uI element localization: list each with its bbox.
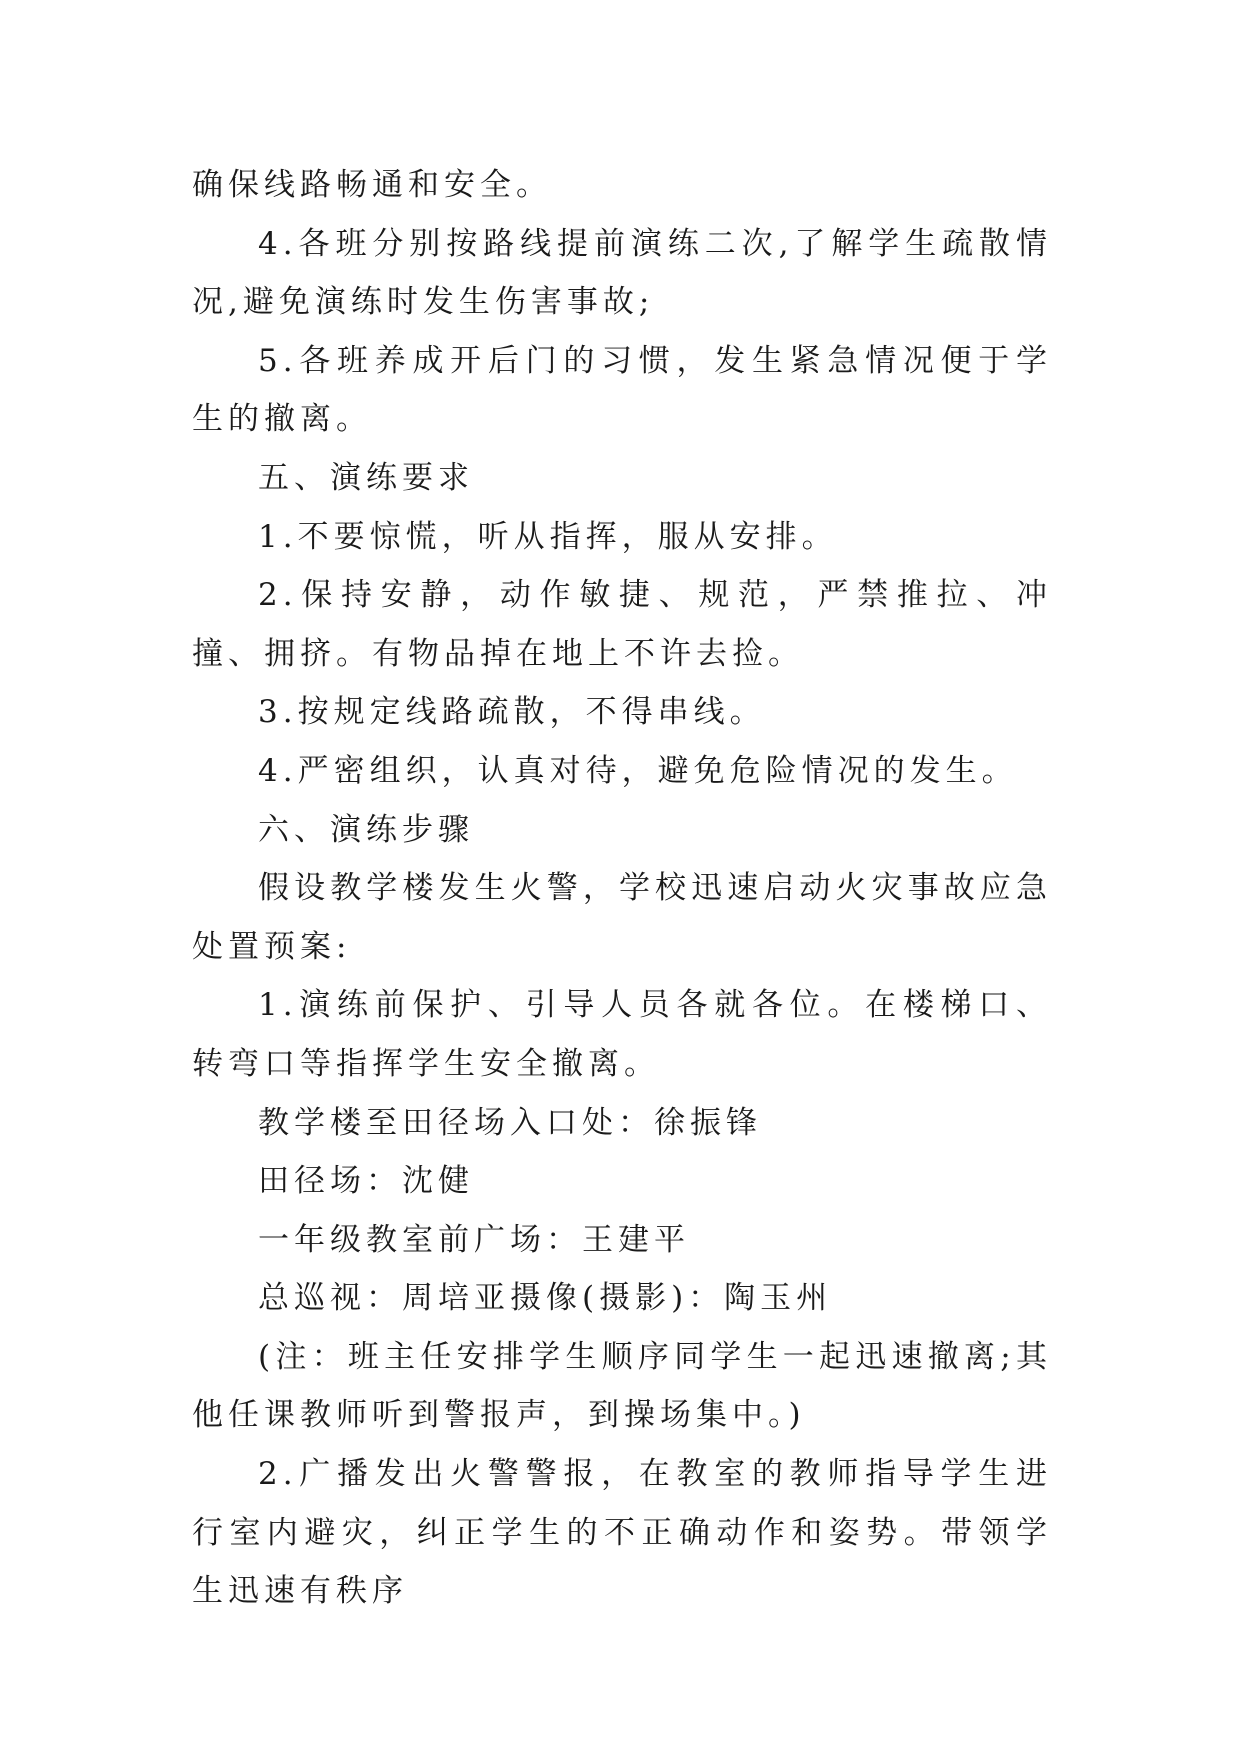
paragraph: 假设教学楼发生火警，学校迅速启动火灾事故应急处置预案: — [192, 870, 1052, 965]
paragraph: (注：班主任安排学生顺序同学生一起迅速撤离;其他任课教师听到警报声，到操场集中。) — [192, 1338, 1052, 1434]
paragraph: 5.各班养成开后门的习惯，发生紧急情况便于学生的撤离。 — [192, 342, 1052, 438]
document-body — [192, 156, 1052, 1621]
paragraph: 教学楼至田径场入口处：徐振锋 — [258, 1104, 762, 1141]
paragraph: 2.保持安静，动作敏捷、规范，严禁推拉、冲撞、拥挤。有物品掉在地上不许去捡。 — [192, 577, 1052, 672]
section-heading: 六、演练步骤 — [258, 811, 474, 848]
paragraph: 3.按规定线路疏散，不得串线。 — [258, 694, 766, 731]
paragraph: 一年级教室前广场：王建平 — [258, 1221, 690, 1258]
paragraph: 田径场：沈健 — [258, 1163, 474, 1200]
paragraph: 总巡视：周培亚摄像(摄影)：陶玉州 — [258, 1280, 833, 1317]
paragraph: 1.演练前保护、引导人员各就各位。在楼梯口、转弯口等指挥学生安全撤离。 — [192, 987, 1052, 1082]
paragraph: 1.不要惊慌，听从指挥，服从安排。 — [258, 518, 838, 555]
paragraph: 4.严密组织，认真对待，避免危险情况的发生。 — [258, 752, 1018, 789]
paragraph: 4.各班分别按路线提前演练二次,了解学生疏散情况,避免演练时发生伤害事故; — [192, 225, 1052, 321]
paragraph: 2.广播发出火警警报，在教室的教师指导学生进行室内避灾，纠正学生的不正确动作和姿势。带领学生迅速有秩序 — [192, 1456, 1052, 1610]
paragraph: 确保线路畅通和安全。 — [192, 167, 552, 203]
section-heading: 五、演练要求 — [258, 459, 474, 496]
